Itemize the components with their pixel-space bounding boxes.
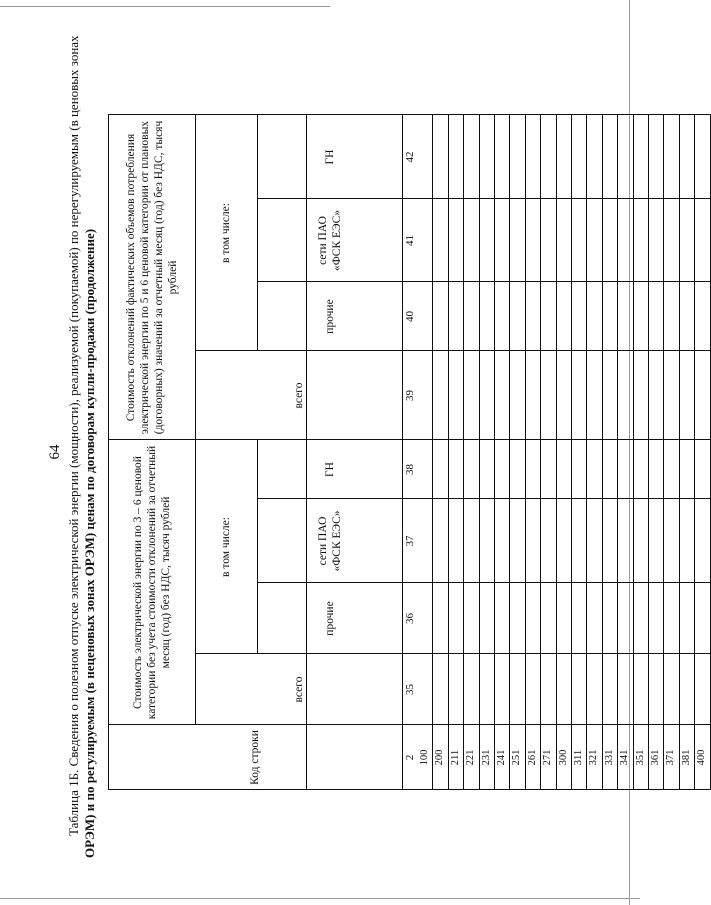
rotated-page (46, 35, 708, 862)
column-number: 36 (404, 613, 416, 624)
group-b-title: Стоимость отклонений фактических объемов потребления электрической энергии по 5 и 6 ценовой категории от плановых (договорных) значений за отчетный месяц (год) без НДС, тысяч рублей (124, 120, 179, 435)
grid-line (257, 198, 710, 199)
column-number: 41 (404, 235, 416, 246)
total-header: всего (292, 382, 305, 409)
column-number: 37 (404, 535, 416, 547)
row-code: 331 (603, 749, 615, 766)
grid-line (540, 114, 541, 790)
row-code: 311 (573, 749, 584, 766)
group-a-title: Стоимость электрической энергии по 3 – 6 ценовой категории без учета стоимости отклонений за отчетный месяц (год) без НДС, тысяч рублей (131, 445, 172, 720)
grid-line (679, 114, 680, 790)
row-code: 381 (680, 749, 692, 766)
grid-line (494, 114, 495, 790)
row-code: 341 (619, 749, 631, 766)
including-label: в том числе: (220, 517, 232, 577)
subcolumn-header: прочие (323, 299, 336, 334)
page-number: 64 (47, 444, 63, 460)
grid-line (257, 498, 710, 499)
row-code: 400 (696, 749, 708, 766)
row-code: 231 (480, 749, 492, 766)
grid-line (448, 114, 449, 790)
subcolumn-header: сети ПАО «ФСК ЕЭС» (316, 510, 343, 572)
caption-line-1: Таблица 1Б. Сведения о полезном отпуске электрической энергии (мощности), реализуемой (покупаемой) по нерегулируемым (в ценовых зонах (66, 35, 81, 836)
row-code: 251 (511, 749, 523, 766)
grid-line (479, 114, 480, 790)
row-code: 300 (557, 749, 569, 766)
row-code: 351 (634, 749, 646, 766)
column-number: 2 (404, 754, 416, 761)
row-code: 211 (449, 749, 461, 766)
grid-line (509, 114, 510, 790)
grid-line (694, 114, 695, 790)
grid-line (633, 114, 634, 790)
grid-line (463, 114, 464, 790)
grid-line (602, 114, 603, 790)
grid-line (586, 114, 587, 790)
grid-line (663, 114, 664, 790)
grid-line (525, 114, 526, 790)
subcolumn-header: ГН (323, 149, 336, 165)
column-number: 35 (404, 684, 416, 695)
grid-line (648, 114, 649, 790)
subcolumn-header: ГН (323, 462, 336, 477)
row-code-header: Код строки (249, 730, 261, 785)
column-number: 39 (404, 390, 416, 401)
scan-edge-bottom (0, 898, 640, 899)
grid-line (432, 114, 433, 790)
row-code: 361 (650, 749, 661, 766)
row-code: 200 (434, 749, 446, 766)
grid-line (710, 114, 711, 790)
row-code: 221 (465, 749, 477, 766)
subcolumn-header: прочие (323, 601, 336, 636)
column-number: 38 (404, 464, 416, 475)
scan-edge-top (0, 6, 330, 7)
including-label: в том числе: (220, 203, 232, 263)
subcolumn-header: сети ПАО «ФСК ЕЭС» (316, 209, 343, 272)
row-code: 371 (665, 749, 677, 766)
row-code: 241 (496, 749, 507, 766)
grid-line (617, 114, 618, 790)
column-number: 42 (404, 151, 416, 163)
grid-line (257, 281, 710, 282)
column-number: 40 (404, 311, 416, 322)
row-code: 100 (419, 749, 430, 766)
row-code: 261 (526, 749, 538, 766)
grid-line (571, 114, 572, 790)
row-code: 321 (588, 749, 600, 766)
row-code: 271 (542, 749, 554, 766)
grid-line (257, 582, 710, 583)
total-header: всего (292, 676, 305, 703)
grid-line (556, 114, 557, 790)
data-table (46, 35, 708, 862)
caption-line-2: ОРЭМ) и по регулируемым (в неценовых зонах ОРЭМ) ценам по договорам купли-продажи (продолжение) (82, 228, 97, 858)
